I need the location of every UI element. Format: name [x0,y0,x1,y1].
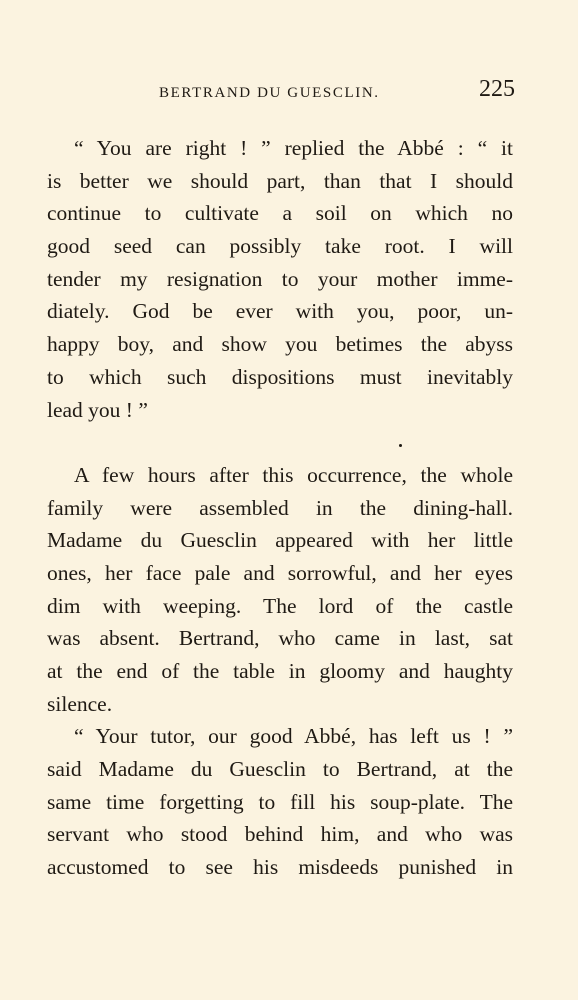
text-line: diately. God be ever with you, poor, un- [47,299,513,324]
body-text [47,132,513,884]
text-line: accustomed to see his misdeeds punished in [47,855,513,880]
printer-mark [399,444,402,447]
text-line: “ Your tutor, our good Abbé, has left us ! ” [74,724,513,749]
text-line: Madame du Guesclin appeared with her little [47,528,513,553]
text-line: lead you ! ” [47,397,148,422]
text-line: happy boy, and show you betimes the abyss [47,332,513,357]
text-line: good seed can possibly take root. I will [47,234,513,259]
text-line: same time forgetting to fill his soup-plate. The [47,789,513,814]
text-line: continue to cultivate a soil on which no [47,201,513,226]
page-number: 225 [479,76,515,102]
text-line: said Madame du Guesclin to Bertrand, at the [47,757,513,782]
paragraph-break [47,426,513,459]
text-line: A few hours after this occurrence, the whole [74,462,513,487]
text-line: dim with weeping. The lord of the castle [47,593,513,618]
text-line: at the end of the table in gloomy and haughty [47,659,513,683]
running-title: BERTRAND DU GUESCLIN. [159,85,380,101]
text-line: tender my resignation to your mother imme- [47,266,513,291]
text-line: was absent. Bertrand, who came in last, sat [47,626,513,651]
text-line: to which such dispositions must inevitably [47,364,513,389]
text-line: “ You are right ! ” replied the Abbé : “ it [74,136,513,160]
text-line: servant who stood behind him, and who was [47,822,513,847]
text-line: silence. [47,691,113,716]
text-line: family were assembled in the dining-hall. [47,495,513,520]
text-line: is better we should part, than that I should [47,168,513,193]
running-head [47,76,517,106]
text-line: ones, her face pale and sorrowful, and her eyes [47,560,513,585]
